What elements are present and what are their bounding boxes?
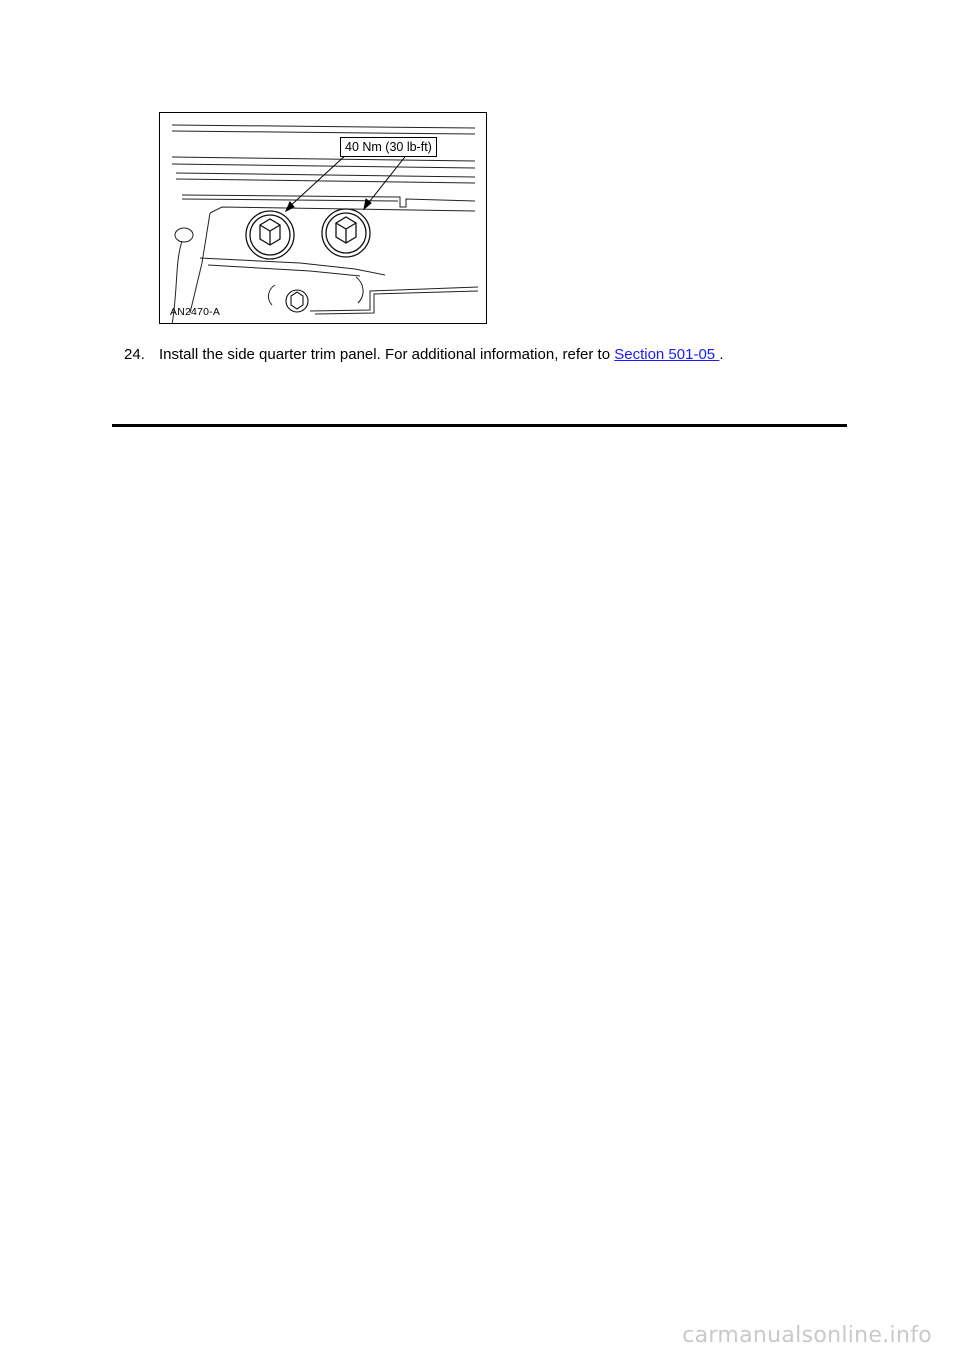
- step-suffix: .: [719, 346, 724, 363]
- bolt-torque-illustration: [159, 112, 487, 324]
- torque-callout: 40 Nm (30 lb-ft): [340, 137, 437, 157]
- figure-id: AN2470-A: [170, 306, 221, 318]
- section-divider: [112, 424, 847, 427]
- section-link[interactable]: Section 501-05: [614, 346, 720, 363]
- bolt-drawing: [160, 113, 487, 324]
- step-24: [124, 346, 723, 364]
- step-text: Install the side quarter trim panel. For additional information, refer to: [159, 346, 615, 363]
- watermark: carmanualsonline.info: [682, 1323, 932, 1348]
- step-number: 24.: [124, 346, 145, 363]
